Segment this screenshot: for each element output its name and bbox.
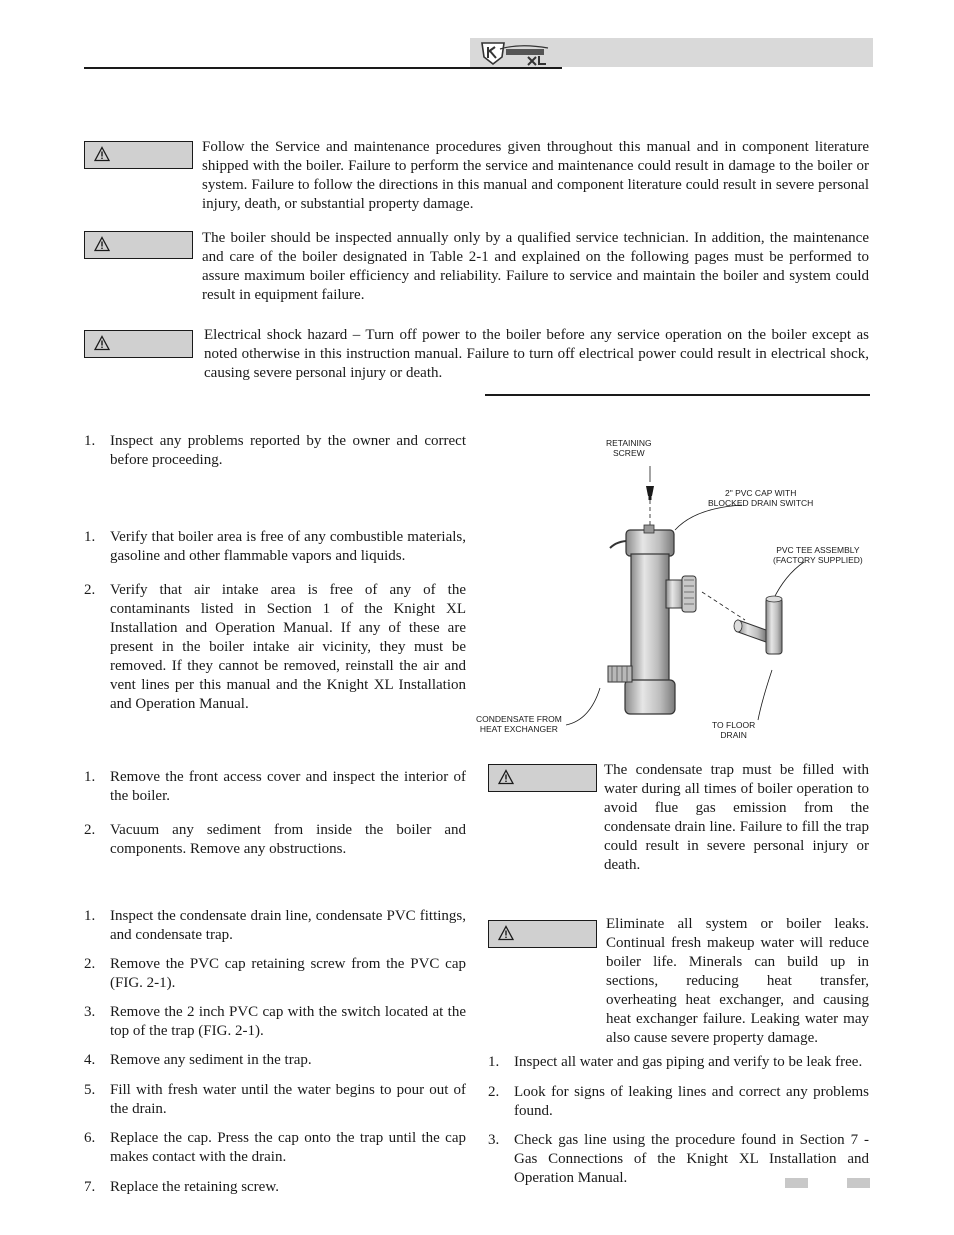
warning-label-box <box>84 231 193 259</box>
knight-xl-logo <box>480 40 552 66</box>
warning-label-box <box>488 920 597 948</box>
figure-label-pvc-tee: PVC TEE ASSEMBLY (FACTORY SUPPLIED) <box>773 545 863 565</box>
warning-triangle-icon <box>94 335 110 351</box>
warning-triangle-icon <box>498 925 514 941</box>
warning-text: Electrical shock hazard – Turn off power to the boiler before any service operation on the boiler except as noted otherwise in this instruction manual. Failure to turn off electrical power could result in electrical shock, causing severe personal injury or death. <box>204 327 869 381</box>
condensate-list: 1. Inspect the condensate drain line, condensate PVC fittings, and condensate trap. 2. Remove the PVC cap retaining screw from the PVC cap (FIG. 2-1). 3. Remove the 2 inch PVC cap with the switch located at the top of the trap (FIG. 2-1). 4. Remove any sediment in the trap. 5. Fill with fresh water until the water begins to pour out of the drain. 6. Replace the cap. Press the cap onto the trap until the cap makes contact with the drain. 7. Replace the retaining screw. <box>84 908 466 1195</box>
section-rule <box>485 394 870 396</box>
interior-list: 1. Remove the front access cover and inspect the interior of the boiler. 2. Vacuum any sediment from inside the boiler and components. Remove any obstructions. <box>84 769 466 857</box>
area-list: 1. Verify that boiler area is free of any combustible materials, gasoline and other flammable vapors and liquids. 2. Verify that air intake area is free of any of the contaminants listed in Section 1 of the Knight XL Installation and Operation Manual. If any of these are present in the boiler intake air vicinity, they must be removed. If they cannot be removed, reinstall the air and vent lines per this manual and the Knight XL Installation and Operation Manual. <box>84 529 466 712</box>
warning-triangle-icon <box>94 236 110 252</box>
condensate-trap-figure <box>470 430 880 750</box>
warning-text: Follow the Service and maintenance procedures given throughout this manual and in component literature shipped with the boiler. Failure to perform the service and maintenance could result in damage to the boiler or system. Failure to follow the directions in this manual and component literature could result in severe personal injury, death, or substantial property damage. <box>202 139 869 212</box>
warning-text: Eliminate all system or boiler leaks. Continual fresh makeup water will reduce boiler life. Minerals can build up in sections, reducing heat transfer, overheating heat exchanger, and causing heat exchanger failure. Leaking water may also cause severe property damage. <box>606 916 869 1046</box>
warning-text: The boiler should be inspected annually only by a qualified service technician. In addition, the maintenance and care of the boiler designated in Table 2-1 and explained on the following pages must be performed to assure maximum boiler efficiency and reliability. Failure to service and maintain the boiler and system could result in equipment failure. <box>202 230 869 303</box>
warning-triangle-icon <box>498 769 514 785</box>
warning-text: The condensate trap must be filled with water during all times of boiler operation to avoid flue gas emission from the condensate drain line. Failure to fill the trap could result in severe personal injury or death. <box>604 762 869 873</box>
figure-label-condensate-from: CONDENSATE FROM HEAT EXCHANGER <box>476 714 562 734</box>
warning-label-box <box>84 330 193 358</box>
owner-list: 1. Inspect any problems reported by the owner and correct before proceeding. <box>84 433 466 468</box>
figure-label-retaining-screw: RETAINING SCREW <box>606 438 652 458</box>
warning-label-box <box>488 764 597 792</box>
warning-triangle-icon <box>94 146 110 162</box>
piping-list: 1. Inspect all water and gas piping and verify to be leak free. 2. Look for signs of leaking lines and correct any problems found. 3. Check gas line using the procedure found in Section 7 - Gas Connections of the Knight XL Installation and Operation Manual. <box>488 1054 869 1186</box>
figure-label-to-floor-drain: TO FLOOR DRAIN <box>712 720 756 740</box>
footer-marker <box>847 1178 870 1188</box>
figure-label-pvc-cap: 2" PVC CAP WITH BLOCKED DRAIN SWITCH <box>708 488 814 508</box>
warning-label-box <box>84 141 193 169</box>
header-rule <box>84 67 562 69</box>
footer-marker <box>785 1178 808 1188</box>
